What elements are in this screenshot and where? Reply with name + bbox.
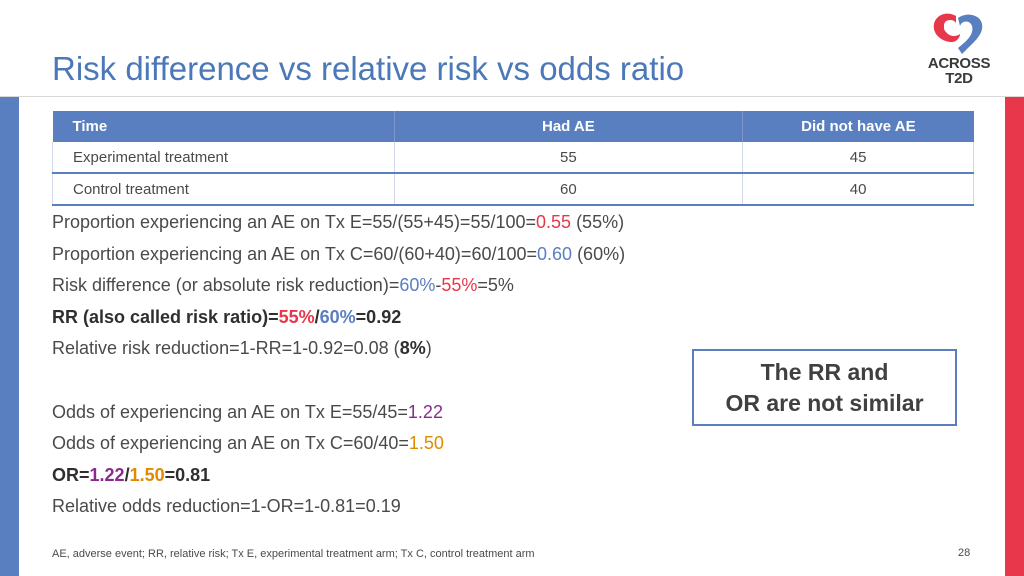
value-red: 55%: [441, 275, 478, 296]
value-red: 0.55: [536, 212, 572, 232]
line-proportion-tx-e: [52, 209, 625, 241]
value-blue: 60%: [399, 275, 436, 296]
line-suffix: ): [425, 338, 432, 359]
value-red: 55%: [278, 306, 315, 327]
table-header-row: [53, 111, 974, 142]
line-text: RR (also called risk ratio)=: [52, 306, 279, 327]
right-accent-bar: [1005, 97, 1024, 576]
line-suffix: (55%): [571, 212, 625, 232]
value-blue: 60%: [319, 306, 356, 327]
line-text: Risk difference (or absolute risk reduction)=: [52, 275, 400, 296]
footnote: AE, adverse event; RR, relative risk; Tx E, experimental treatment arm; Tx C, control treatment arm: [52, 548, 535, 560]
logo-text: [922, 56, 996, 86]
value-orange: 1.50: [129, 464, 165, 485]
line-text: Odds of experiencing an AE on Tx C=60/40=: [52, 433, 409, 454]
header-had-ae: Had AE: [394, 111, 743, 142]
line-or: [52, 462, 625, 494]
line-rr: [52, 304, 625, 336]
line-risk-difference: [52, 272, 625, 304]
line-odds-tx-e: [52, 399, 625, 431]
slide-title: Risk difference vs relative risk vs odds ratio: [52, 50, 685, 87]
cell-no-ae: 45: [743, 142, 974, 173]
calculation-lines: [52, 209, 625, 525]
logo-mark-icon: [922, 12, 996, 56]
line-suffix: =0.92: [355, 306, 402, 327]
page-number: 28: [958, 547, 971, 559]
value-blue: 0.60: [537, 243, 573, 264]
title-divider: [0, 96, 1024, 97]
cell-had-ae: 55: [394, 142, 743, 173]
cell-no-ae: 40: [743, 173, 974, 205]
line-text: Proportion experiencing an AE on Tx E=55/(55+45)=55/100=: [52, 212, 537, 232]
line-suffix: =5%: [477, 275, 514, 296]
across-t2d-logo: [922, 12, 996, 90]
value-purple: 1.22: [407, 401, 443, 422]
value-purple: 1.22: [89, 464, 125, 485]
ae-table: [52, 111, 974, 206]
line-text: OR=: [52, 464, 90, 485]
logo-line1: ACROSS: [927, 55, 991, 72]
line-relative-risk-reduction: [52, 335, 625, 367]
header-no-ae: Did not have AE: [743, 111, 974, 142]
line-text: Relative odds reduction=1-OR=1-0.81=0.19: [52, 496, 401, 517]
line-text: Proportion experiencing an AE on Tx C=60/(60+40)=60/100=: [52, 243, 538, 264]
line-suffix: =0.81: [164, 464, 211, 485]
logo-line2: T2D: [945, 70, 973, 87]
line-proportion-tx-c: [52, 241, 625, 273]
header-time: Time: [53, 111, 395, 142]
callout-line2: OR are not similar: [725, 389, 924, 416]
operator: -: [435, 275, 442, 296]
table-row: [53, 173, 974, 205]
callout-box: [692, 349, 957, 426]
table-row: [53, 142, 974, 173]
row-label: Control treatment: [53, 173, 395, 205]
callout-line1: The RR and: [760, 358, 889, 385]
line-relative-odds-reduction: [52, 493, 625, 525]
cell-had-ae: 60: [394, 173, 743, 205]
line-odds-tx-c: [52, 430, 625, 462]
operator: /: [314, 306, 320, 327]
value-bold: 8%: [399, 338, 426, 359]
value-orange: 1.50: [408, 433, 444, 454]
line-text: Odds of experiencing an AE on Tx E=55/45=: [52, 401, 408, 422]
row-label: Experimental treatment: [53, 142, 395, 173]
left-accent-bar: [0, 97, 19, 576]
operator: /: [124, 464, 130, 485]
line-spacer: [52, 367, 625, 399]
line-text: Relative risk reduction=1-RR=1-0.92=0.08 (: [52, 338, 400, 359]
line-suffix: (60%): [572, 243, 626, 264]
